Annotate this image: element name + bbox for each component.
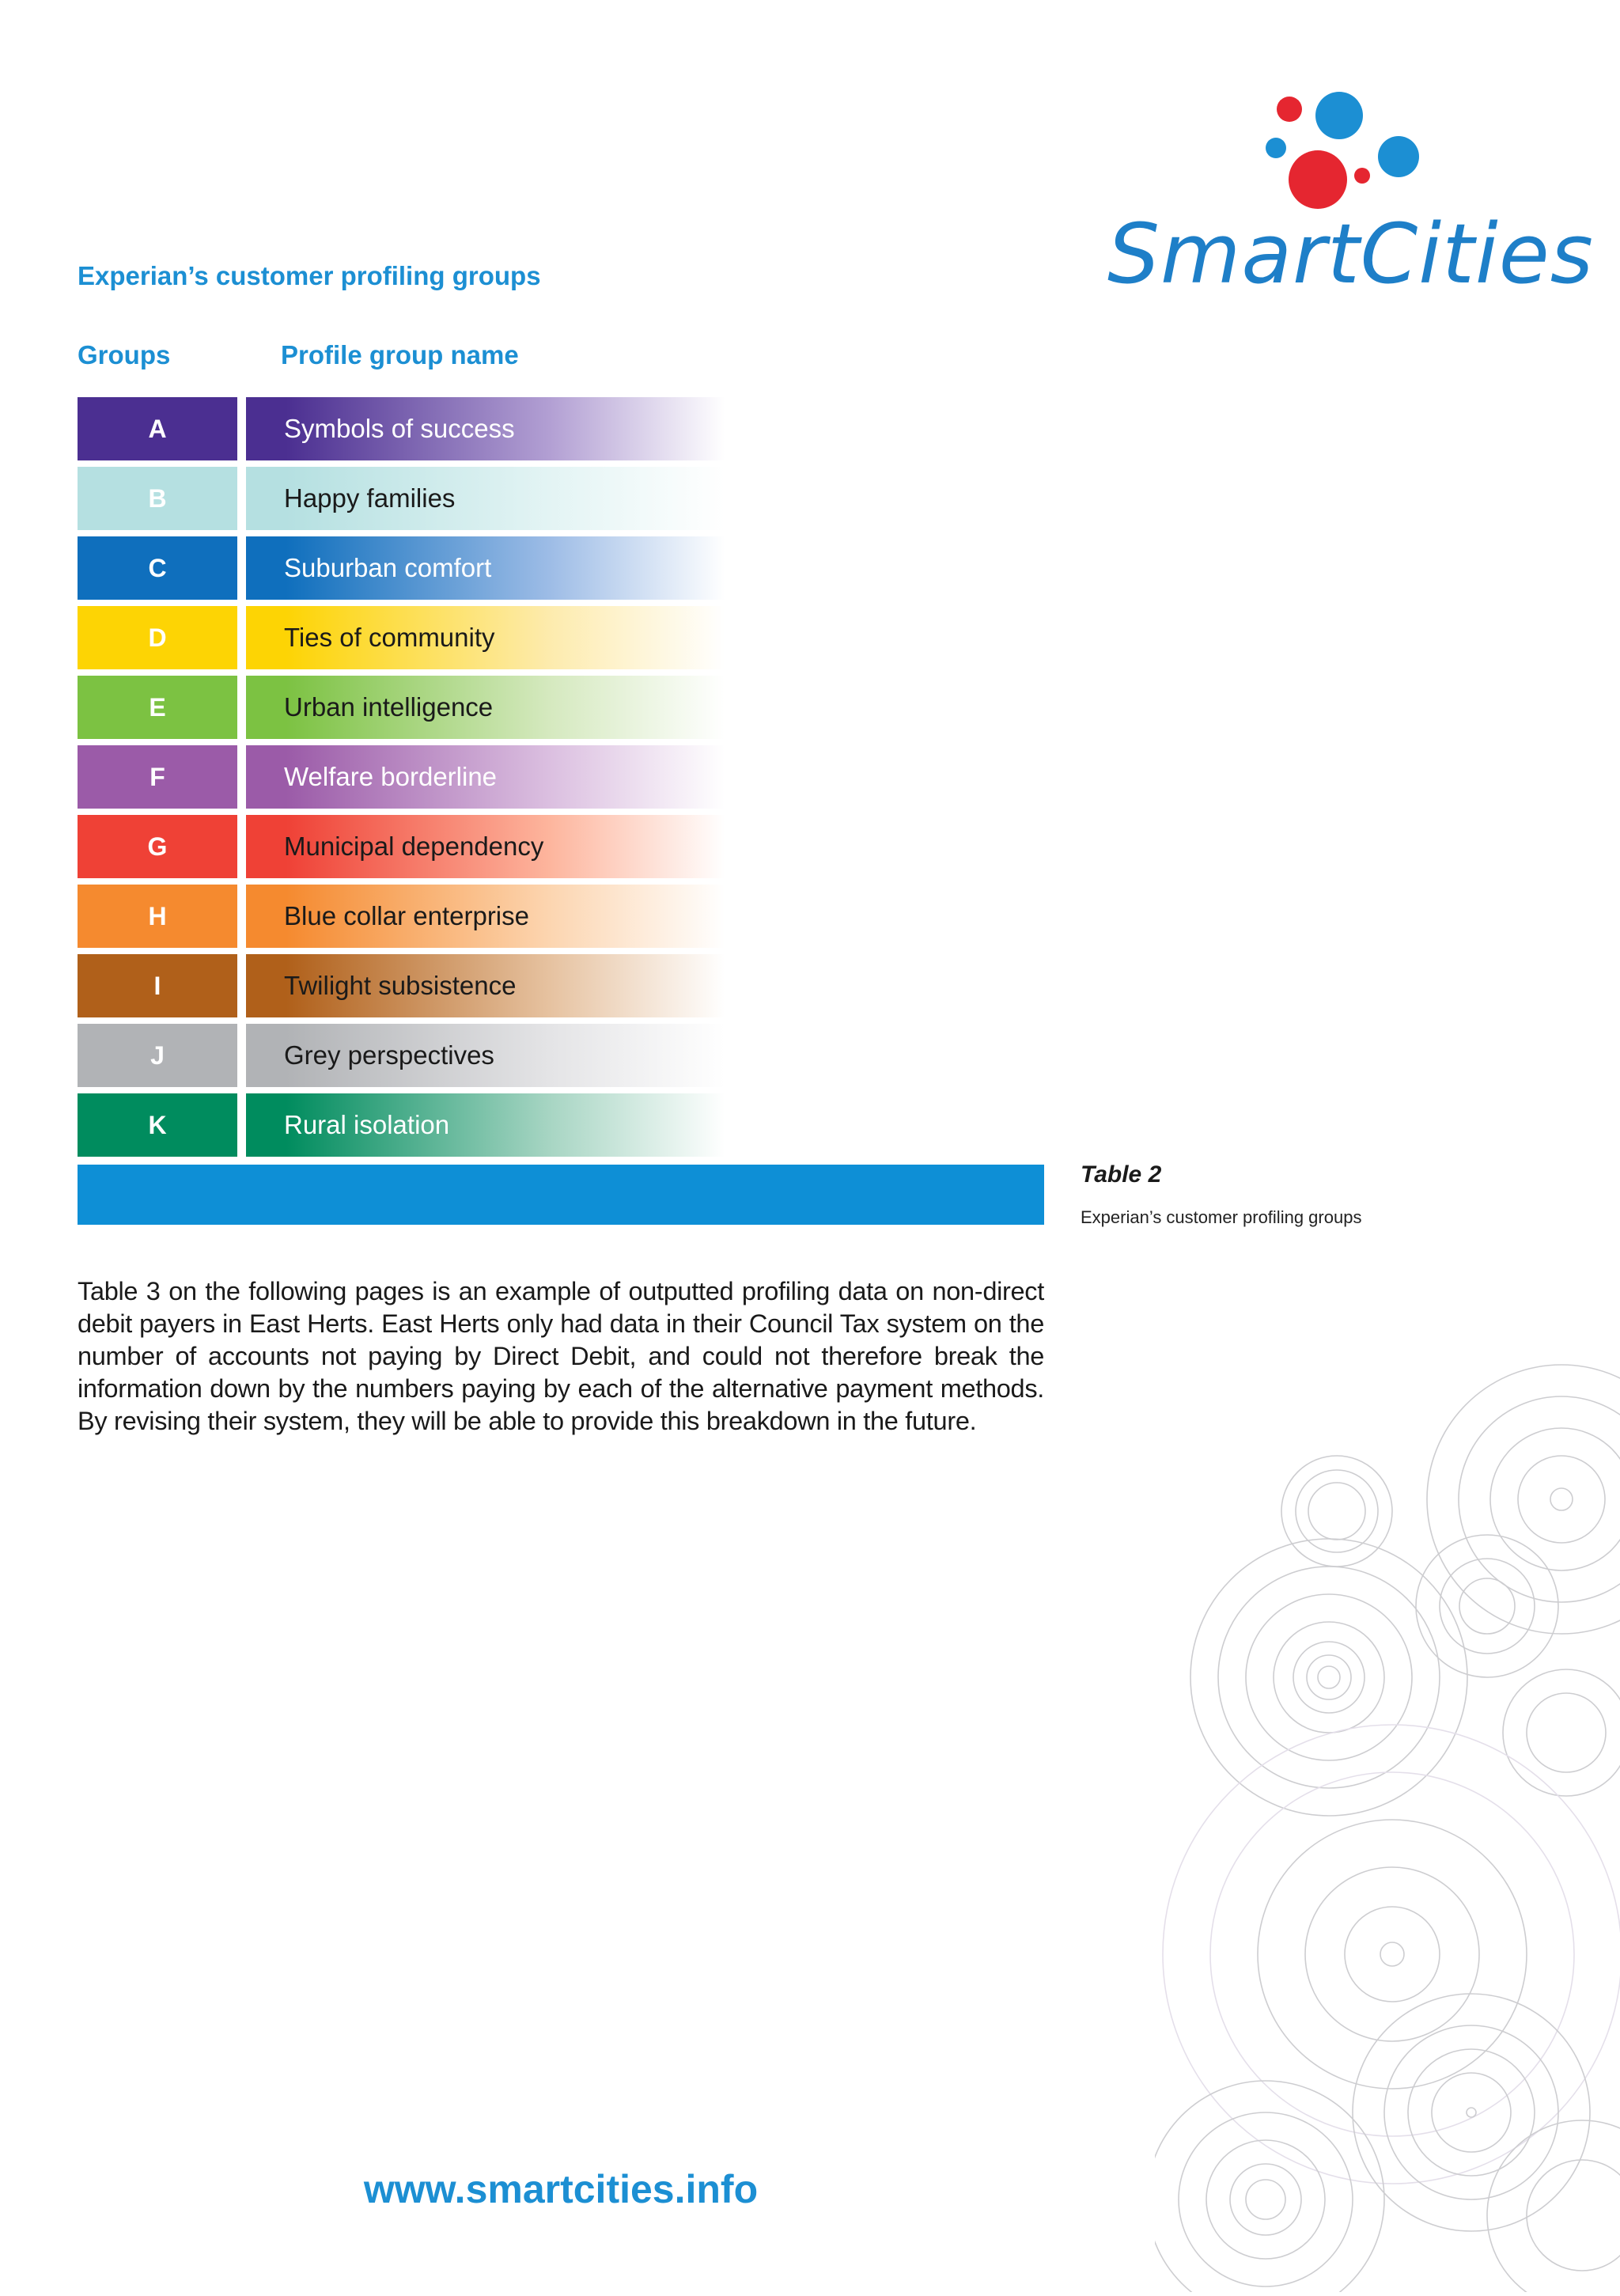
table-row: [78, 954, 1044, 1017]
group-letter-cell: F: [78, 745, 237, 809]
profile-name-cell: Municipal dependency: [246, 815, 1044, 878]
group-letter-cell: H: [78, 885, 237, 948]
table-row: [78, 676, 1044, 739]
decorative-circles: [1155, 1305, 1620, 2292]
profile-groups-table: [78, 397, 1044, 1163]
table-row: [78, 885, 1044, 948]
profile-name-cell: Welfare borderline: [246, 745, 1044, 809]
profile-name-cell: Urban intelligence: [246, 676, 1044, 739]
group-letter-cell: K: [78, 1093, 237, 1157]
group-letter-cell: I: [78, 954, 237, 1017]
profile-name-cell: Symbols of success: [246, 397, 1044, 460]
table-row: [78, 1024, 1044, 1087]
footer-url-link[interactable]: www.smartcities.info: [363, 2167, 759, 2211]
profile-name-cell: Blue collar enterprise: [246, 885, 1044, 948]
table-row: [78, 745, 1044, 809]
group-letter-cell: D: [78, 606, 237, 669]
table-footer-bar: [78, 1165, 1044, 1225]
table-caption-title: Table 2: [1081, 1161, 1162, 1188]
column-header-groups: Groups: [78, 340, 171, 369]
profile-name-cell: Suburban comfort: [246, 536, 1044, 600]
group-letter-cell: E: [78, 676, 237, 739]
profile-name-cell: Ties of community: [246, 606, 1044, 669]
decorative-circles-icon: [1155, 1305, 1620, 2292]
body-paragraph: Table 3 on the following pages is an example of outputted profiling data on non-direct debit payers in East Herts. East Herts only had data in their Council Tax system on the number of accounts not paying by Direct Debit, and could not therefore break the information down by the numbers paying by each of the alternative payment methods. By revising their system, they will be able to provide this breakdown in the future.: [78, 1277, 1044, 1435]
table-row: [78, 815, 1044, 878]
table-row: [78, 536, 1044, 600]
table-caption-text: Experian’s customer profiling groups: [1081, 1207, 1362, 1227]
profile-name-cell: Happy families: [246, 467, 1044, 530]
group-letter-cell: G: [78, 815, 237, 878]
group-letter-cell: C: [78, 536, 237, 600]
smartcities-logo: [1107, 87, 1594, 302]
logo-wordmark: SmartCities: [1107, 206, 1594, 302]
group-letter-cell: A: [78, 397, 237, 460]
table-row: [78, 1093, 1044, 1157]
group-letter-cell: B: [78, 467, 237, 530]
profile-name-cell: Twilight subsistence: [246, 954, 1044, 1017]
profile-name-cell: Grey perspectives: [246, 1024, 1044, 1087]
group-letter-cell: J: [78, 1024, 237, 1087]
section-title: Experian’s customer profiling groups: [78, 261, 541, 290]
table-row: [78, 606, 1044, 669]
column-header-profile-name: Profile group name: [281, 340, 519, 369]
profile-name-cell: Rural isolation: [246, 1093, 1044, 1157]
table-row: [78, 467, 1044, 530]
table-row: [78, 397, 1044, 460]
